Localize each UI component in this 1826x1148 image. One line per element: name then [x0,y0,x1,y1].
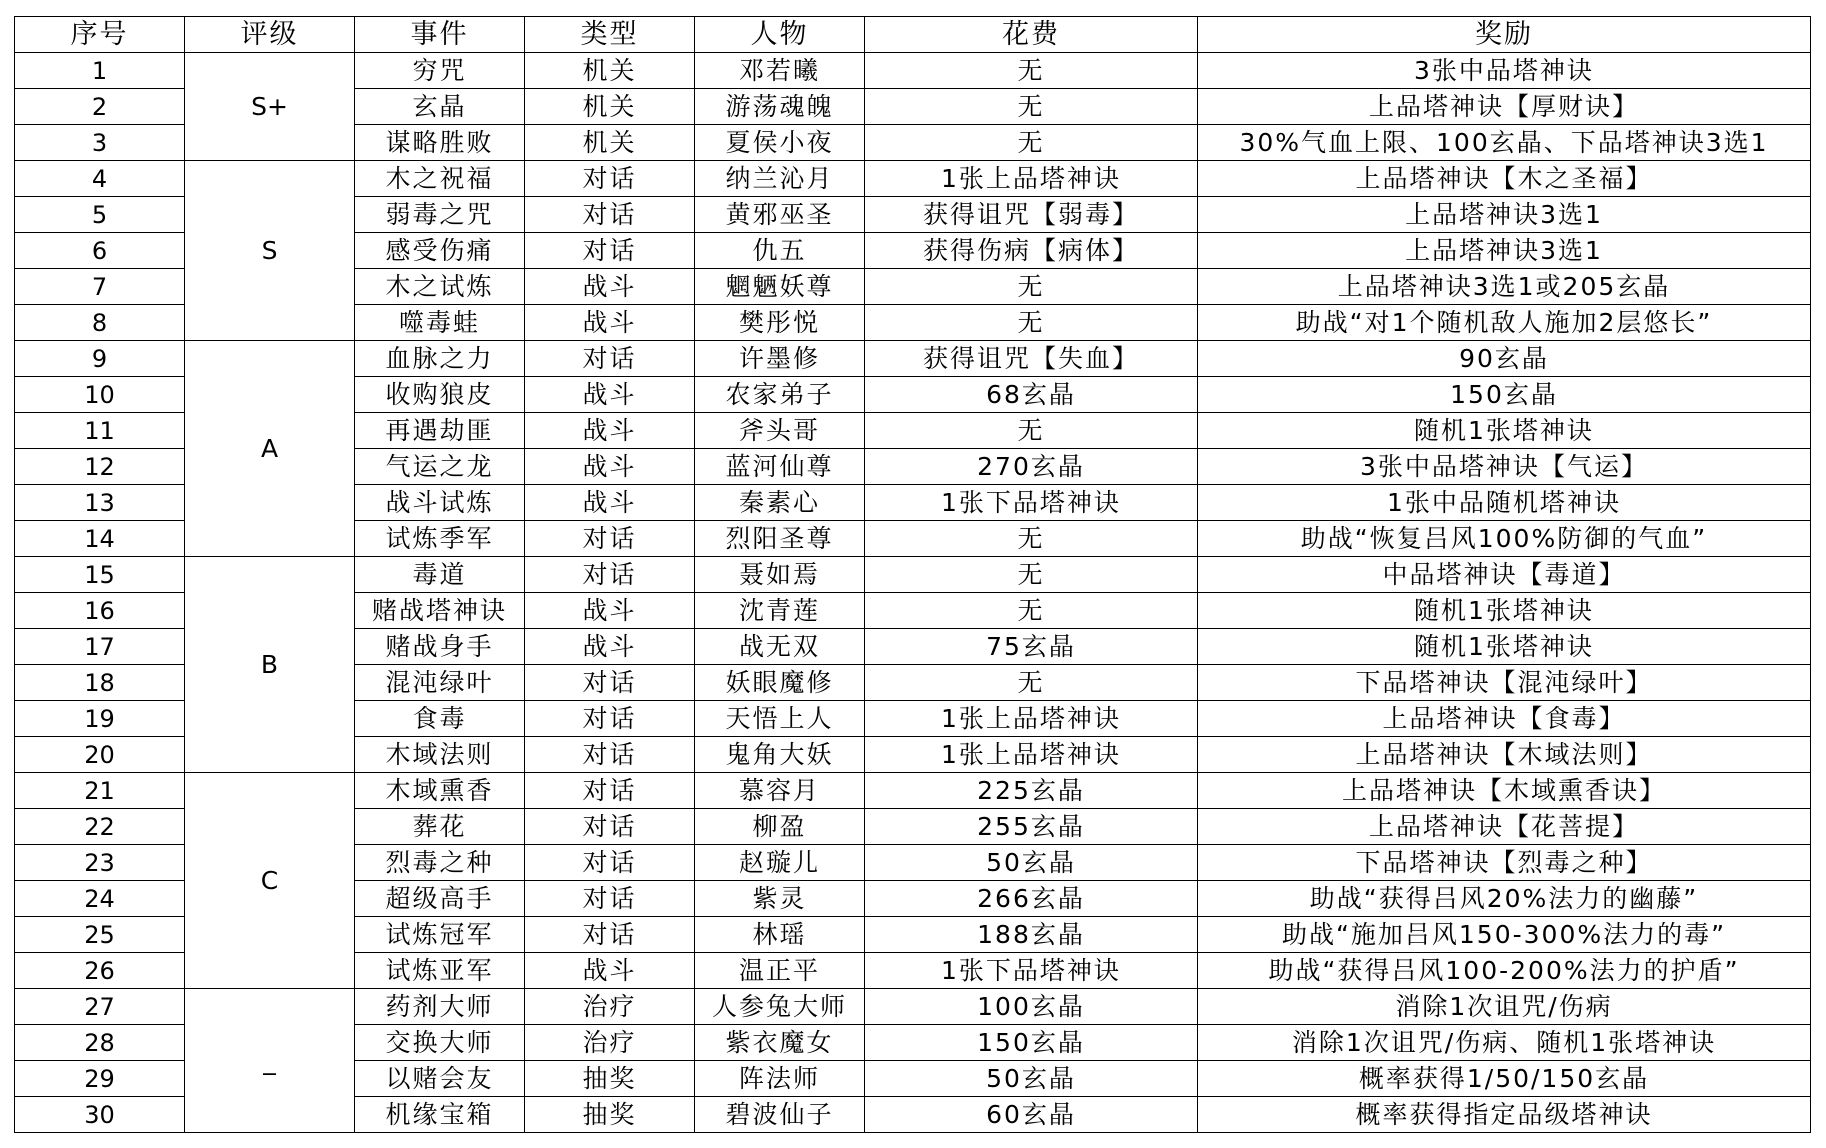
cell-person: 战无双 [695,629,865,665]
cell-index: 13 [15,485,185,521]
cell-cost: 255玄晶 [865,809,1198,845]
header-row [15,17,1811,53]
cell-type: 抽奖 [525,1061,695,1097]
cell-index: 15 [15,557,185,593]
cell-person: 沈青莲 [695,593,865,629]
cell-index: 14 [15,521,185,557]
cell-index: 25 [15,917,185,953]
cell-reward: 90玄晶 [1198,341,1811,377]
cell-event: 木之试炼 [355,269,525,305]
cell-cost: 无 [865,593,1198,629]
cell-index: 27 [15,989,185,1025]
cell-person: 仇五 [695,233,865,269]
cell-type: 对话 [525,521,695,557]
header-person: 人物 [695,17,865,53]
table-row [15,341,1811,377]
cell-index: 7 [15,269,185,305]
cell-person: 妖眼魔修 [695,665,865,701]
cell-event: 气运之龙 [355,449,525,485]
cell-grade: C [185,773,355,989]
cell-person: 阵法师 [695,1061,865,1097]
cell-person: 林瑶 [695,917,865,953]
cell-type: 对话 [525,701,695,737]
cell-reward: 随机1张塔神诀 [1198,593,1811,629]
cell-reward: 30%气血上限、100玄晶、下品塔神诀3选1 [1198,125,1811,161]
cell-event: 赌战身手 [355,629,525,665]
cell-reward: 上品塔神诀【木域熏香诀】 [1198,773,1811,809]
cell-type: 战斗 [525,593,695,629]
cell-type: 对话 [525,161,695,197]
cell-cost: 266玄晶 [865,881,1198,917]
cell-type: 对话 [525,773,695,809]
table-row [15,773,1811,809]
cell-type: 机关 [525,53,695,89]
cell-event: 食毒 [355,701,525,737]
cell-person: 烈阳圣尊 [695,521,865,557]
cell-event: 谋略胜败 [355,125,525,161]
cell-type: 战斗 [525,269,695,305]
cell-cost: 100玄晶 [865,989,1198,1025]
cell-index: 18 [15,665,185,701]
cell-event: 葬花 [355,809,525,845]
cell-index: 23 [15,845,185,881]
cell-index: 22 [15,809,185,845]
cell-event: 试炼亚军 [355,953,525,989]
cell-type: 战斗 [525,449,695,485]
cell-type: 对话 [525,881,695,917]
cell-type: 战斗 [525,485,695,521]
cell-cost: 1张下品塔神诀 [865,953,1198,989]
cell-event: 烈毒之种 [355,845,525,881]
cell-index: 24 [15,881,185,917]
cell-person: 樊彤悦 [695,305,865,341]
cell-event: 感受伤痛 [355,233,525,269]
cell-reward: 1张中品随机塔神诀 [1198,485,1811,521]
cell-person: 魍魉妖尊 [695,269,865,305]
cell-type: 对话 [525,341,695,377]
cell-event: 试炼冠军 [355,917,525,953]
cell-index: 12 [15,449,185,485]
cell-event: 噬毒蛙 [355,305,525,341]
cell-grade: _ [185,989,355,1133]
table-body [15,53,1811,1133]
cell-reward: 上品塔神诀【食毒】 [1198,701,1811,737]
event-table [14,16,1811,1133]
cell-index: 19 [15,701,185,737]
cell-reward: 助战“对1个随机敌人施加2层悠长” [1198,305,1811,341]
cell-index: 21 [15,773,185,809]
cell-reward: 上品塔神诀3选1 [1198,233,1811,269]
cell-person: 游荡魂魄 [695,89,865,125]
table-row [15,161,1811,197]
cell-type: 对话 [525,845,695,881]
cell-event: 混沌绿叶 [355,665,525,701]
cell-reward: 随机1张塔神诀 [1198,629,1811,665]
cell-index: 17 [15,629,185,665]
cell-grade: S [185,161,355,341]
cell-index: 28 [15,1025,185,1061]
cell-index: 26 [15,953,185,989]
cell-person: 紫衣魔女 [695,1025,865,1061]
cell-type: 战斗 [525,377,695,413]
cell-index: 2 [15,89,185,125]
cell-cost: 50玄晶 [865,1061,1198,1097]
cell-person: 人参兔大师 [695,989,865,1025]
cell-type: 战斗 [525,413,695,449]
cell-index: 29 [15,1061,185,1097]
cell-person: 紫灵 [695,881,865,917]
cell-type: 战斗 [525,953,695,989]
cell-index: 3 [15,125,185,161]
cell-reward: 概率获得指定品级塔神诀 [1198,1097,1811,1133]
cell-reward: 助战“获得吕风20%法力的幽藤” [1198,881,1811,917]
cell-person: 斧头哥 [695,413,865,449]
cell-index: 10 [15,377,185,413]
cell-person: 天悟上人 [695,701,865,737]
cell-cost: 无 [865,665,1198,701]
cell-type: 战斗 [525,629,695,665]
cell-type: 治疗 [525,1025,695,1061]
cell-index: 30 [15,1097,185,1133]
cell-cost: 无 [865,521,1198,557]
cell-index: 4 [15,161,185,197]
cell-cost: 75玄晶 [865,629,1198,665]
cell-reward: 下品塔神诀【混沌绿叶】 [1198,665,1811,701]
cell-reward: 中品塔神诀【毒道】 [1198,557,1811,593]
cell-person: 许墨修 [695,341,865,377]
cell-cost: 获得诅咒【失血】 [865,341,1198,377]
cell-event: 超级高手 [355,881,525,917]
table-row [15,557,1811,593]
cell-event: 赌战塔神诀 [355,593,525,629]
cell-type: 对话 [525,809,695,845]
table-row [15,989,1811,1025]
cell-reward: 消除1次诅咒/伤病 [1198,989,1811,1025]
cell-cost: 50玄晶 [865,845,1198,881]
cell-grade: A [185,341,355,557]
cell-reward: 助战“恢复吕风100%防御的气血” [1198,521,1811,557]
cell-index: 9 [15,341,185,377]
cell-reward: 3张中品塔神诀 [1198,53,1811,89]
cell-grade: S+ [185,53,355,161]
cell-reward: 3张中品塔神诀【气运】 [1198,449,1811,485]
cell-cost: 1张下品塔神诀 [865,485,1198,521]
cell-type: 对话 [525,737,695,773]
cell-reward: 上品塔神诀3选1 [1198,197,1811,233]
cell-event: 机缘宝箱 [355,1097,525,1133]
cell-person: 慕容月 [695,773,865,809]
cell-event: 玄晶 [355,89,525,125]
cell-cost: 获得伤病【病体】 [865,233,1198,269]
cell-type: 对话 [525,233,695,269]
cell-person: 农家弟子 [695,377,865,413]
cell-index: 1 [15,53,185,89]
cell-type: 对话 [525,557,695,593]
cell-cost: 无 [865,305,1198,341]
cell-cost: 无 [865,89,1198,125]
cell-cost: 270玄晶 [865,449,1198,485]
cell-person: 蓝河仙尊 [695,449,865,485]
cell-reward: 随机1张塔神诀 [1198,413,1811,449]
table-row [15,53,1811,89]
cell-person: 柳盈 [695,809,865,845]
cell-index: 5 [15,197,185,233]
cell-cost: 无 [865,413,1198,449]
cell-cost: 无 [865,557,1198,593]
cell-person: 纳兰沁月 [695,161,865,197]
cell-event: 木域法则 [355,737,525,773]
cell-type: 对话 [525,917,695,953]
cell-cost: 获得诅咒【弱毒】 [865,197,1198,233]
cell-type: 机关 [525,89,695,125]
cell-type: 抽奖 [525,1097,695,1133]
cell-index: 16 [15,593,185,629]
cell-person: 黄邪巫圣 [695,197,865,233]
cell-grade: B [185,557,355,773]
cell-person: 赵璇儿 [695,845,865,881]
cell-type: 治疗 [525,989,695,1025]
cell-reward: 概率获得1/50/150玄晶 [1198,1061,1811,1097]
cell-event: 再遇劫匪 [355,413,525,449]
cell-reward: 上品塔神诀3选1或205玄晶 [1198,269,1811,305]
cell-person: 夏侯小夜 [695,125,865,161]
cell-type: 对话 [525,665,695,701]
cell-cost: 1张上品塔神诀 [865,701,1198,737]
cell-reward: 下品塔神诀【烈毒之种】 [1198,845,1811,881]
cell-person: 鬼角大妖 [695,737,865,773]
cell-cost: 188玄晶 [865,917,1198,953]
cell-reward: 消除1次诅咒/伤病、随机1张塔神诀 [1198,1025,1811,1061]
cell-index: 11 [15,413,185,449]
cell-event: 战斗试炼 [355,485,525,521]
cell-cost: 150玄晶 [865,1025,1198,1061]
cell-event: 试炼季军 [355,521,525,557]
cell-reward: 上品塔神诀【厚财诀】 [1198,89,1811,125]
cell-cost: 无 [865,269,1198,305]
cell-event: 交换大师 [355,1025,525,1061]
cell-event: 以赌会友 [355,1061,525,1097]
cell-reward: 上品塔神诀【木域法则】 [1198,737,1811,773]
header-event: 事件 [355,17,525,53]
cell-type: 对话 [525,197,695,233]
cell-event: 穷咒 [355,53,525,89]
cell-type: 战斗 [525,305,695,341]
cell-event: 收购狼皮 [355,377,525,413]
cell-reward: 上品塔神诀【花菩提】 [1198,809,1811,845]
header-type: 类型 [525,17,695,53]
cell-person: 聂如焉 [695,557,865,593]
header-grade: 评级 [185,17,355,53]
cell-reward: 150玄晶 [1198,377,1811,413]
cell-event: 毒道 [355,557,525,593]
cell-index: 8 [15,305,185,341]
cell-index: 20 [15,737,185,773]
header-cost: 花费 [865,17,1198,53]
cell-person: 碧波仙子 [695,1097,865,1133]
cell-reward: 上品塔神诀【木之圣福】 [1198,161,1811,197]
cell-reward: 助战“获得吕风100-200%法力的护盾” [1198,953,1811,989]
cell-cost: 1张上品塔神诀 [865,737,1198,773]
cell-cost: 1张上品塔神诀 [865,161,1198,197]
cell-cost: 无 [865,53,1198,89]
cell-cost: 68玄晶 [865,377,1198,413]
cell-cost: 无 [865,125,1198,161]
header-index: 序号 [15,17,185,53]
cell-person: 邓若曦 [695,53,865,89]
cell-event: 木之祝福 [355,161,525,197]
cell-event: 木域熏香 [355,773,525,809]
cell-event: 弱毒之咒 [355,197,525,233]
cell-event: 血脉之力 [355,341,525,377]
cell-reward: 助战“施加吕风150-300%法力的毒” [1198,917,1811,953]
cell-type: 机关 [525,125,695,161]
cell-event: 药剂大师 [355,989,525,1025]
cell-index: 6 [15,233,185,269]
header-reward: 奖励 [1198,17,1811,53]
cell-person: 温正平 [695,953,865,989]
cell-person: 秦素心 [695,485,865,521]
cell-cost: 60玄晶 [865,1097,1198,1133]
cell-cost: 225玄晶 [865,773,1198,809]
